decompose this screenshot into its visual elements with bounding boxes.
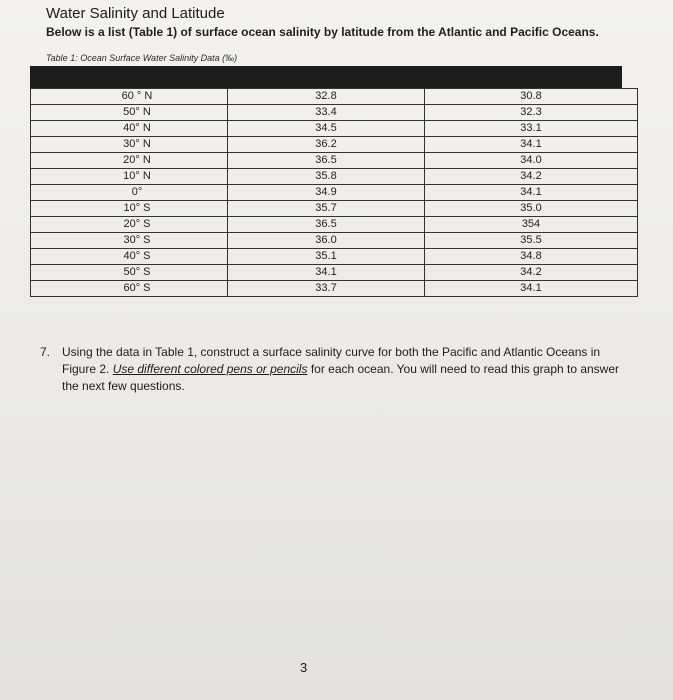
pacific-cell: 34.0 — [425, 153, 638, 169]
atlantic-cell: 34.1 — [228, 265, 425, 281]
table-row — [31, 217, 638, 233]
atlantic-cell: 36.2 — [228, 137, 425, 153]
table-header-bar — [30, 66, 622, 88]
pacific-cell: 34.8 — [425, 249, 638, 265]
table-row — [31, 121, 638, 137]
table-row — [31, 281, 638, 297]
question-text — [62, 344, 622, 395]
lat-cell: 10° N — [31, 169, 228, 185]
lat-cell: 60 ° N — [31, 89, 228, 105]
pacific-cell: 34.1 — [425, 281, 638, 297]
page-subtitle: Below is a list (Table 1) of surface ocean salinity by latitude from the Atlantic and Pacific Oceans. — [46, 25, 599, 39]
bleed-through-text — [30, 450, 640, 630]
page-number: 3 — [300, 660, 308, 675]
table-row — [31, 185, 638, 201]
pacific-cell: 354 — [425, 217, 638, 233]
question-text-before: Using the data in Table 1, construct a surface salinity curve for both the Pacific and Atlantic Oceans in Figure 2. — [62, 345, 601, 376]
pacific-cell: 34.1 — [425, 137, 638, 153]
lat-cell: 30° S — [31, 233, 228, 249]
table-row — [31, 201, 638, 217]
table-row — [31, 105, 638, 121]
atlantic-cell: 36.0 — [228, 233, 425, 249]
lat-cell: 30° N — [31, 137, 228, 153]
atlantic-cell: 36.5 — [228, 217, 425, 233]
table-row — [31, 169, 638, 185]
question-text-after: for each ocean. You will need to read this graph to answer the next few questions. — [62, 362, 620, 393]
salinity-table — [30, 66, 622, 297]
atlantic-cell: 36.5 — [228, 153, 425, 169]
atlantic-cell: 34.5 — [228, 121, 425, 137]
table-row — [31, 265, 638, 281]
lat-cell: 20° S — [31, 217, 228, 233]
atlantic-cell: 35.1 — [228, 249, 425, 265]
atlantic-cell: 35.8 — [228, 169, 425, 185]
table-row — [31, 89, 638, 105]
lat-cell: 0° — [31, 185, 228, 201]
pacific-cell: 34.1 — [425, 185, 638, 201]
table-row — [31, 233, 638, 249]
page-title: Water Salinity and Latitude — [46, 5, 225, 22]
pacific-cell: 32.3 — [425, 105, 638, 121]
pacific-cell: 33.1 — [425, 121, 638, 137]
lat-cell: 60° S — [31, 281, 228, 297]
table-row — [31, 153, 638, 169]
atlantic-cell: 33.4 — [228, 105, 425, 121]
pacific-cell: 35.0 — [425, 201, 638, 217]
lat-cell: 10° S — [31, 201, 228, 217]
atlantic-cell: 35.7 — [228, 201, 425, 217]
question-underlined-text: Use different colored pens or pencils — [112, 362, 308, 376]
atlantic-cell: 33.7 — [228, 281, 425, 297]
table-caption: Table 1: Ocean Surface Water Salinity Data (‰) — [46, 53, 238, 63]
atlantic-cell: 34.9 — [228, 185, 425, 201]
table-row — [31, 249, 638, 265]
table-body — [31, 89, 638, 297]
lat-cell: 50° S — [31, 265, 228, 281]
lat-cell: 20° N — [31, 153, 228, 169]
question-number: 7. — [40, 345, 51, 359]
pacific-cell: 30.8 — [425, 89, 638, 105]
pacific-cell: 34.2 — [425, 265, 638, 281]
table-row — [31, 137, 638, 153]
pacific-cell: 35.5 — [425, 233, 638, 249]
pacific-cell: 34.2 — [425, 169, 638, 185]
lat-cell: 40° N — [31, 121, 228, 137]
lat-cell: 40° S — [31, 249, 228, 265]
lat-cell: 50° N — [31, 105, 228, 121]
atlantic-cell: 32.8 — [228, 89, 425, 105]
